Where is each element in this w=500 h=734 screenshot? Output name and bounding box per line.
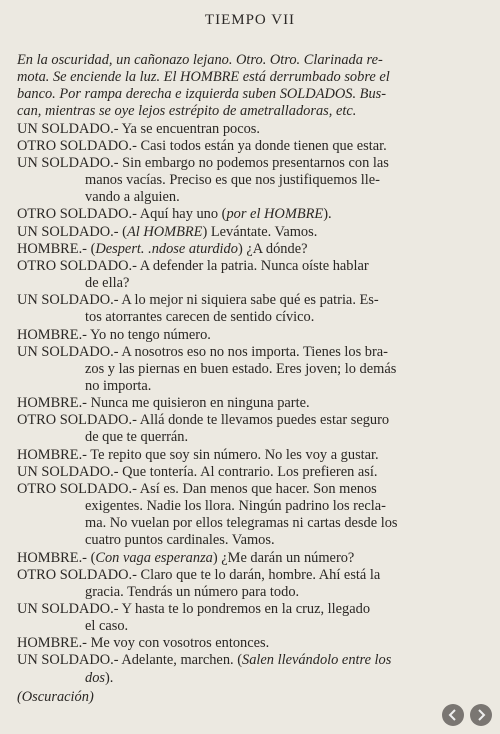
- dialogue: [17, 121, 483, 687]
- stage-aside: Salen llevándolo entre los: [242, 652, 392, 669]
- dialogue-line: [17, 309, 483, 326]
- dialogue-text: Yo no tengo número.: [90, 326, 211, 343]
- dialogue-text: vando a alguien.: [85, 189, 180, 206]
- stage-line: En la oscuridad, un cañonazo lejano. Otro. Otro. Clarinada re-: [17, 52, 383, 68]
- dialogue-text: exigentes. Nadie los llora. Ningún padrino los recla-: [85, 498, 386, 515]
- dialogue-text: Claro que te lo darán, hombre. Ahí está la: [140, 566, 381, 583]
- dialogue-text: Que tontería. Al contrario. Los prefieren así.: [122, 463, 378, 480]
- page-title: TIEMPO VII: [204, 12, 296, 28]
- speaker-name: OTRO SOLDADO.-: [17, 480, 140, 497]
- speaker-name: UN SOLDADO.-: [17, 223, 123, 240]
- page-controls: [442, 704, 492, 726]
- speaker-name: UN SOLDADO.-: [17, 463, 123, 480]
- stage-aside: dos: [85, 669, 105, 686]
- dialogue-line: [17, 532, 483, 549]
- prev-icon[interactable]: [442, 704, 464, 726]
- dialogue-text: ).: [105, 669, 114, 686]
- dialogue-line: [17, 292, 483, 309]
- dialogue-text: Casi todos están ya donde tienen que estar.: [140, 137, 387, 154]
- speaker-name: OTRO SOLDADO.-: [17, 137, 141, 154]
- speaker-name: UN SOLDADO.-: [17, 652, 122, 669]
- dialogue-text: (: [90, 240, 96, 257]
- dialogue-text: (: [122, 223, 127, 240]
- dialogue-line: [17, 412, 483, 429]
- dialogue-line: [17, 327, 483, 344]
- dialogue-line: [17, 258, 483, 275]
- dialogue-text: Te repito que soy sin número. No les voy a gustar.: [90, 446, 379, 463]
- speaker-name: UN SOLDADO.-: [17, 120, 122, 137]
- dialogue-line: [17, 635, 483, 652]
- dialogue-text: Así es. Dan menos que hacer. Son menos: [139, 480, 377, 497]
- dialogue-line: [17, 481, 483, 498]
- dialogue-line: [17, 155, 483, 172]
- dialogue-line: [17, 515, 483, 532]
- dialogue-line: [17, 378, 483, 395]
- speaker-name: OTRO SOLDADO.-: [17, 412, 140, 429]
- play-text: [17, 52, 483, 706]
- dialogue-line: [17, 550, 483, 567]
- speaker-name: UN SOLDADO.-: [17, 601, 122, 617]
- dialogue-line: [17, 361, 483, 378]
- dialogue-line: [17, 429, 483, 446]
- stage-aside: Despert. .ndose aturdido: [95, 240, 238, 257]
- dialogue-text: manos vacías. Preciso es que nos justifiquemos lle-: [85, 172, 380, 189]
- stage-line: mota. Se enciende la luz. El HOMBRE está derrumbado sobre el: [17, 69, 390, 86]
- stage-direction-intro: [17, 52, 483, 121]
- dialogue-line: [17, 344, 483, 361]
- dialogue-text: A defender la patria. Nunca oíste hablar: [139, 257, 369, 274]
- dialogue-line: [17, 464, 483, 481]
- dialogue-line: [17, 601, 483, 618]
- stage-aside: Al HOMBRE: [126, 223, 203, 240]
- dialogue-line: [17, 206, 483, 223]
- dialogue-line: [17, 172, 483, 189]
- dialogue-line: [17, 447, 483, 464]
- dialogue-line: [17, 567, 483, 584]
- dialogue-text: ) ¿Me darán un número?: [212, 549, 355, 566]
- speaker-name: HOMBRE.-: [17, 549, 91, 566]
- speaker-name: HOMBRE.-: [17, 240, 91, 257]
- dialogue-text: zos y las piernas en buen estado. Eres joven; lo demás: [85, 360, 397, 377]
- dialogue-text: Sin embargo no podemos presentarnos con las: [122, 154, 389, 171]
- dialogue-text: de ella?: [85, 275, 130, 292]
- dialogue-text: gracia. Tendrás un número para todo.: [85, 583, 300, 600]
- dialogue-text: Aquí hay uno (: [139, 206, 227, 223]
- stage-line: can, mientras se oye lejos estrépito de ametralladoras, etc.: [17, 103, 357, 120]
- dialogue-line: [17, 498, 483, 515]
- dialogue-text: Ya se encuentran pocos.: [121, 120, 261, 137]
- dialogue-line: [17, 584, 483, 601]
- speaker-name: HOMBRE.-: [17, 326, 91, 343]
- dialogue-text: de que te querrán.: [85, 429, 189, 446]
- dialogue-line: [17, 189, 483, 206]
- speaker-name: OTRO SOLDADO.-: [17, 566, 141, 583]
- speaker-name: UN SOLDADO.-: [17, 343, 122, 360]
- dialogue-text: (: [90, 549, 96, 566]
- dialogue-text: el caso.: [85, 618, 129, 635]
- dialogue-text: no importa.: [85, 377, 152, 394]
- speaker-name: UN SOLDADO.-: [17, 154, 123, 171]
- dialogue-text: tos atorrantes carecen de sentido cívico.: [85, 309, 315, 326]
- speaker-name: OTRO SOLDADO.-: [17, 206, 140, 223]
- dialogue-text: ) ¿A dónde?: [237, 240, 308, 257]
- dialogue-line: [17, 121, 483, 138]
- dialogue-line: [17, 241, 483, 258]
- dialogue-text: Allá donde te llevamos puedes estar seguro: [139, 412, 390, 429]
- dialogue-line: [17, 670, 483, 687]
- dialogue-line: [17, 275, 483, 292]
- speaker-name: HOMBRE.-: [17, 395, 91, 412]
- dialogue-text: A nosotros eso no nos importa. Tienes los bra-: [121, 343, 388, 360]
- dialogue-text: Me voy con vosotros entonces.: [90, 635, 270, 652]
- dialogue-text: ).: [323, 206, 332, 223]
- dialogue-text: Nunca me quisieron en ninguna parte.: [90, 395, 310, 412]
- dialogue-text: cuatro puntos cardinales. Vamos.: [85, 532, 275, 549]
- dialogue-text: Y hasta te lo pondremos en la cruz, llegado: [121, 601, 371, 617]
- dialogue-text: Adelante, marchen. (: [121, 652, 243, 669]
- stage-aside: Con vaga esperanza: [95, 549, 213, 566]
- stage-direction-outro: (Oscuración): [17, 688, 94, 705]
- dialogue-text: A lo mejor ni siquiera sabe qué es patria. Es-: [121, 292, 379, 309]
- speaker-name: UN SOLDADO.-: [17, 292, 122, 309]
- stage-line: banco. Por rampa derecha e izquierda suben SOLDADOS. Bus-: [17, 86, 387, 103]
- speaker-name: OTRO SOLDADO.-: [17, 257, 140, 274]
- dialogue-line: [17, 652, 483, 669]
- stage-aside: por el HOMBRE: [226, 206, 324, 223]
- speaker-name: HOMBRE.-: [17, 635, 91, 652]
- dialogue-line: [17, 395, 483, 412]
- dialogue-text: ma. No vuelan por ellos telegramas ni cartas desde los: [85, 515, 398, 532]
- speaker-name: HOMBRE.-: [17, 446, 91, 463]
- dialogue-text: ) Levántate. Vamos.: [202, 223, 318, 240]
- next-icon[interactable]: [470, 704, 492, 726]
- dialogue-line: [17, 138, 483, 155]
- dialogue-line: [17, 618, 483, 635]
- dialogue-line: [17, 224, 483, 241]
